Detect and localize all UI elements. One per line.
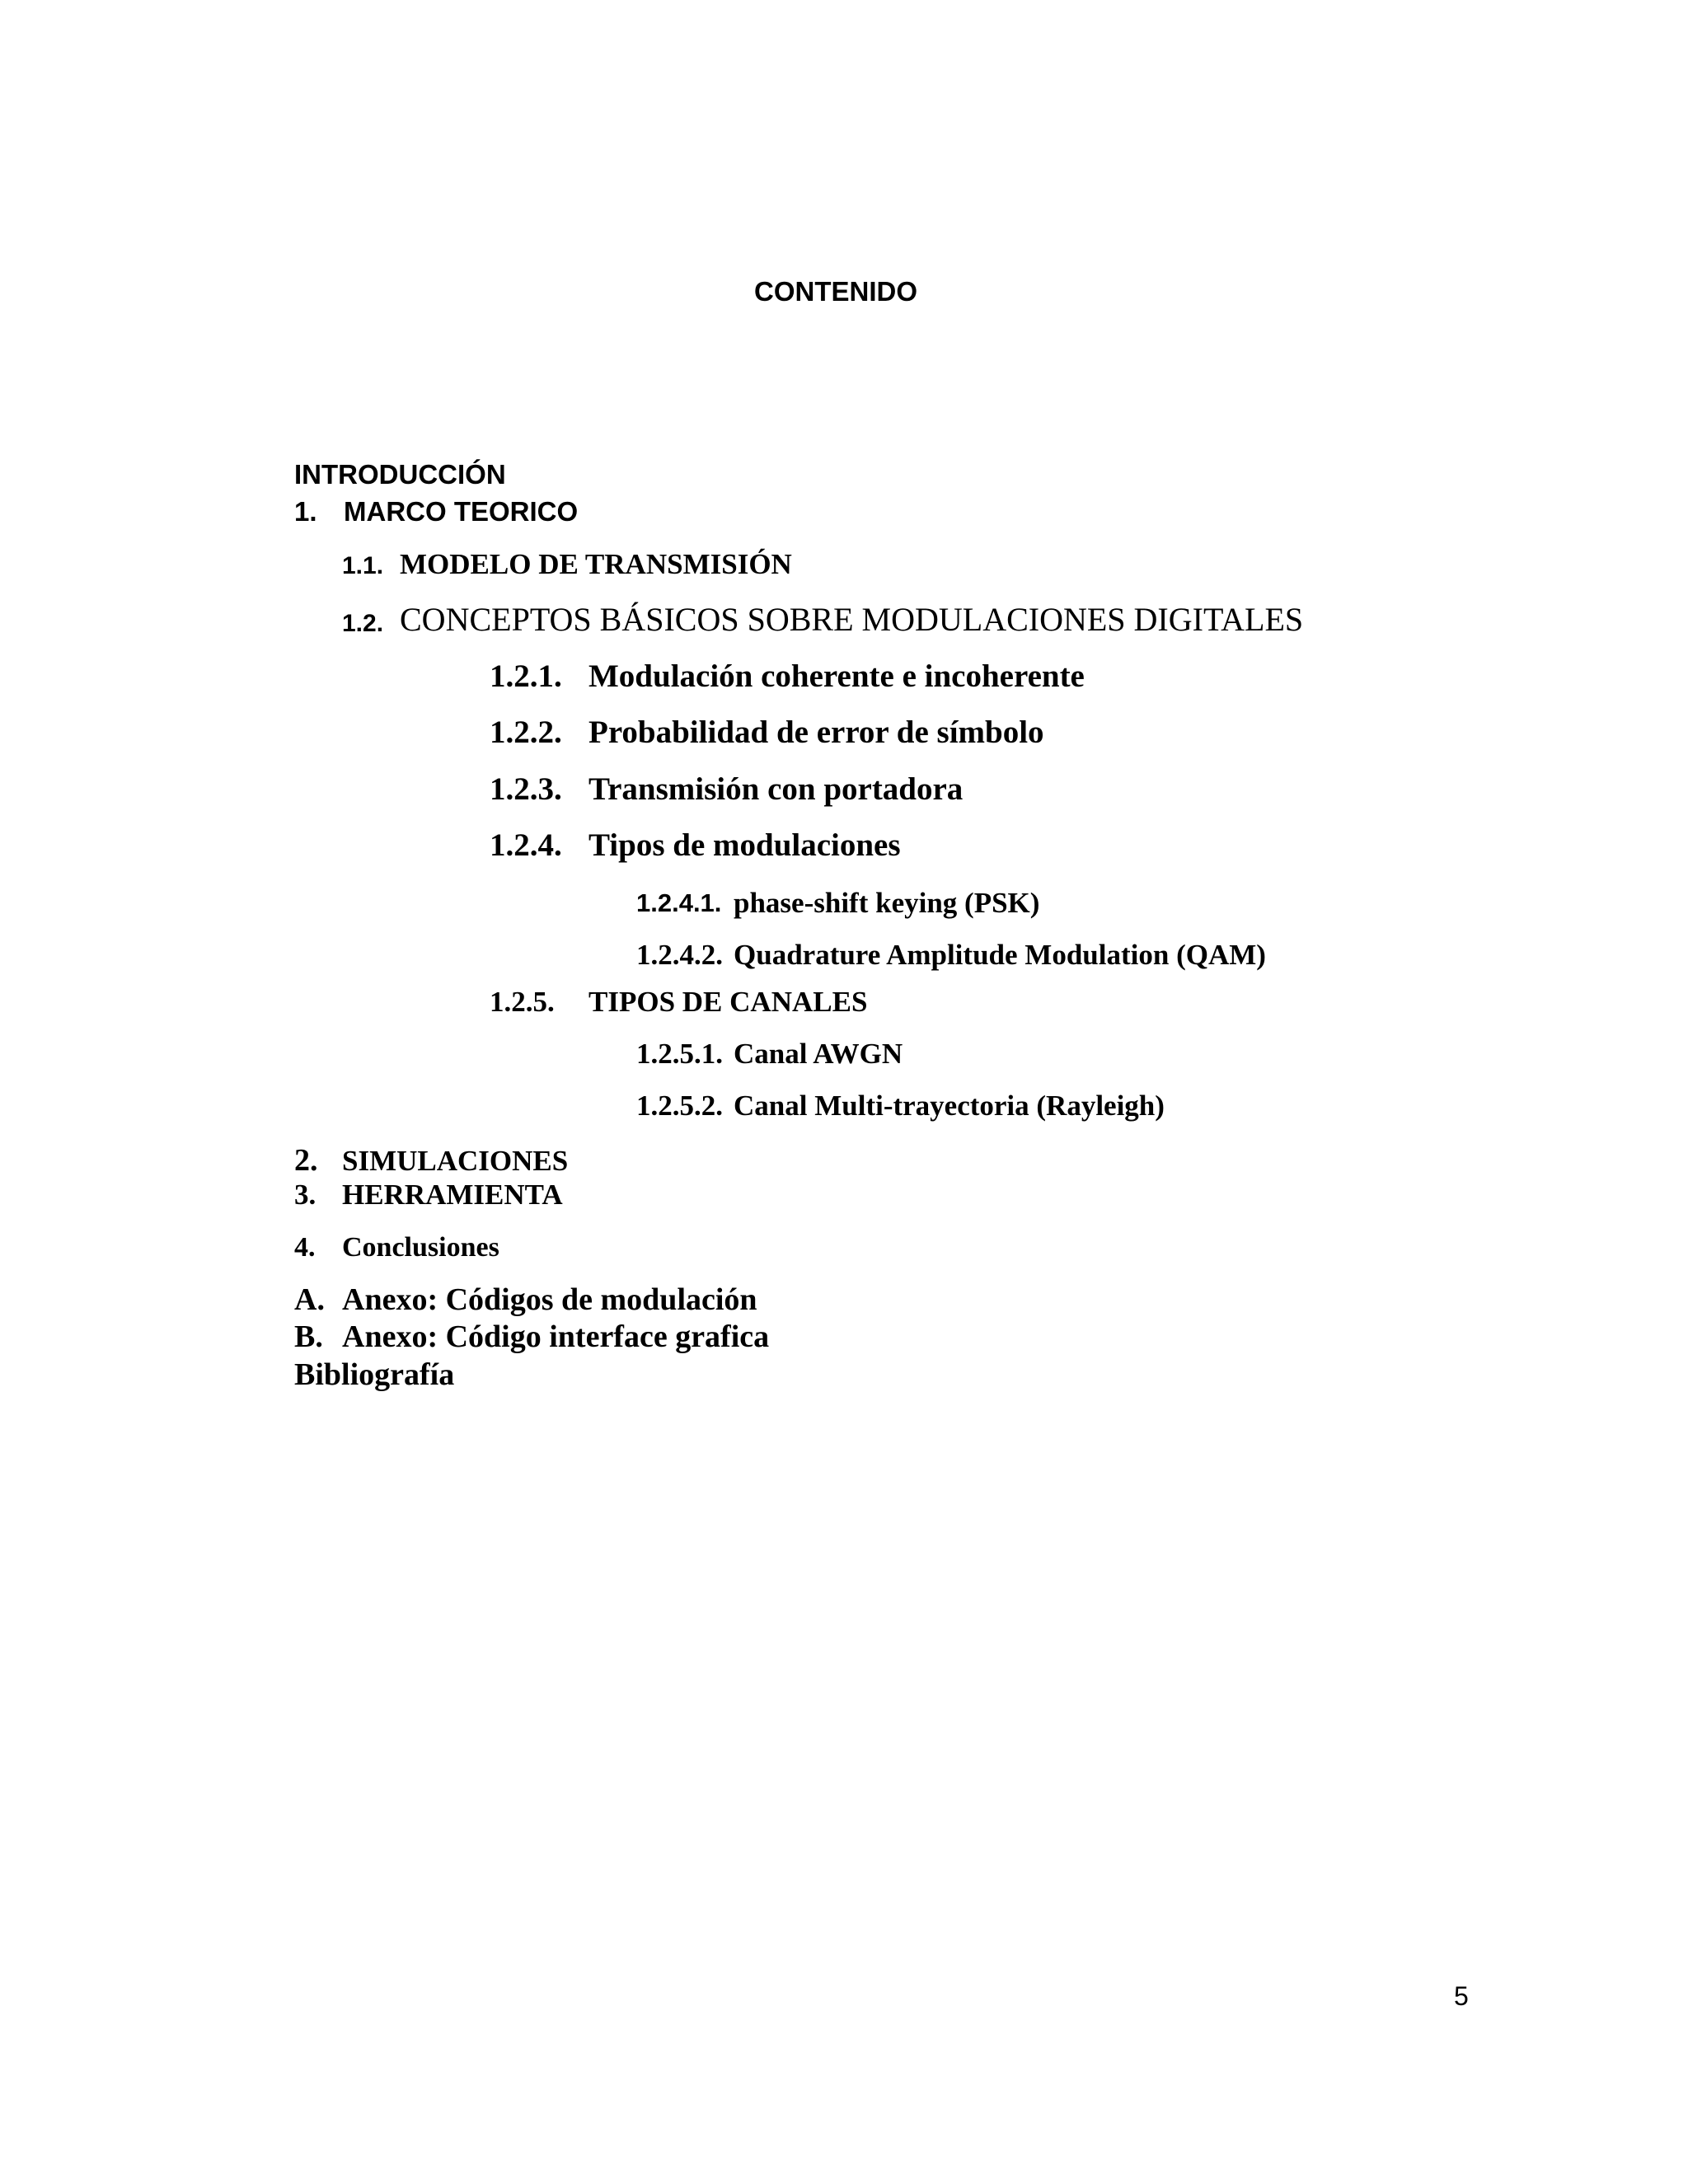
page-title: CONTENIDO — [754, 276, 917, 307]
toc-number: 1.1. — [342, 552, 384, 579]
toc-label: Canal AWGN — [734, 1038, 903, 1070]
toc-label: MODELO DE TRANSMISIÓN — [400, 548, 792, 580]
toc-label: Modulación coherente e incoherente — [588, 658, 1085, 694]
page-number: 5 — [1454, 1981, 1469, 2011]
toc-number: 1.2.5.2. — [636, 1090, 723, 1122]
toc-label: CONCEPTOS BÁSICOS SOBRE MODULACIONES DIGITALES — [400, 601, 1304, 638]
toc-label: Transmisión con portadora — [588, 771, 964, 807]
toc-number: 1. — [294, 496, 317, 527]
toc-label: SIMULACIONES — [342, 1145, 569, 1177]
toc-number: A. — [294, 1282, 325, 1317]
toc-number: 1.2.1. — [490, 658, 562, 694]
toc-label: Probabilidad de error de símbolo — [588, 715, 1044, 750]
toc-label: Conclusiones — [342, 1232, 499, 1263]
toc-entry-introduccion: INTRODUCCIÓN — [294, 459, 506, 490]
toc-number: 1.2. — [342, 610, 384, 637]
toc-entry-bibliografia: Bibliografía — [294, 1357, 455, 1392]
toc-number: 1.2.4. — [490, 827, 562, 863]
toc-number: 1.2.5. — [490, 986, 555, 1018]
toc-number: 4. — [294, 1232, 316, 1263]
toc-label: TIPOS DE CANALES — [588, 986, 868, 1018]
toc-number: 1.2.5.1. — [636, 1038, 723, 1070]
toc-label: Anexo: Código interface grafica — [342, 1319, 770, 1354]
toc-number: B. — [294, 1319, 323, 1354]
toc-number: 2. — [294, 1143, 318, 1178]
toc-number: 1.2.4.2. — [636, 939, 723, 971]
toc-label: HERRAMIENTA — [342, 1179, 563, 1211]
toc-number: 1.2.4.1. — [636, 888, 722, 917]
toc-label: Canal Multi-trayectoria (Rayleigh) — [734, 1090, 1165, 1122]
toc-number: 3. — [294, 1179, 316, 1211]
toc-label: MARCO TEORICO — [344, 496, 579, 527]
toc-label: Tipos de modulaciones — [588, 827, 901, 863]
toc-label: phase-shift keying (PSK) — [734, 887, 1040, 919]
toc-label: Anexo: Códigos de modulación — [342, 1282, 757, 1317]
toc-label: Quadrature Amplitude Modulation (QAM) — [734, 939, 1266, 971]
toc-number: 1.2.3. — [490, 771, 562, 807]
toc-number: 1.2.2. — [490, 715, 562, 750]
